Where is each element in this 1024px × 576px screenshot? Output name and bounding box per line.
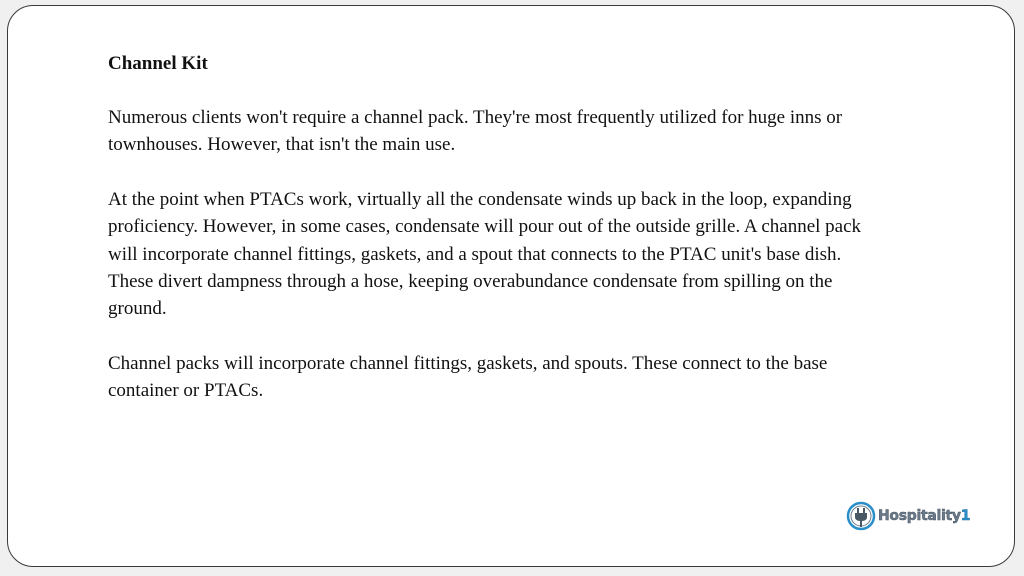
paragraph-3: Channel packs will incorporate channel fittings, gaskets, and spouts. These connect to the base container or PTACs. — [108, 352, 828, 402]
plug-icon — [846, 501, 876, 531]
slide — [7, 5, 1015, 567]
slide-title: Channel Kit — [108, 53, 208, 74]
paragraph-2: At the point when PTACs work, virtually all the condensate winds up back in the loop, expanding proficiency. However, in some cases, condensate will pour out of the outside grille. A channel pack will incorporate channel fittings, gaskets, and a spout that connects to the PTAC unit's base dish. These divert dampness through a hose, keeping overabundance condensate from spilling on the ground. — [108, 188, 862, 320]
logo-wordmark: Hospitality1 — [878, 508, 971, 524]
hospitality1-logo — [846, 500, 970, 532]
slide-content — [108, 52, 928, 432]
paragraph-1: Numerous clients won't require a channel pack. They're most frequently utilized for huge inns or townhouses. However, that isn't the main use. — [108, 107, 843, 156]
